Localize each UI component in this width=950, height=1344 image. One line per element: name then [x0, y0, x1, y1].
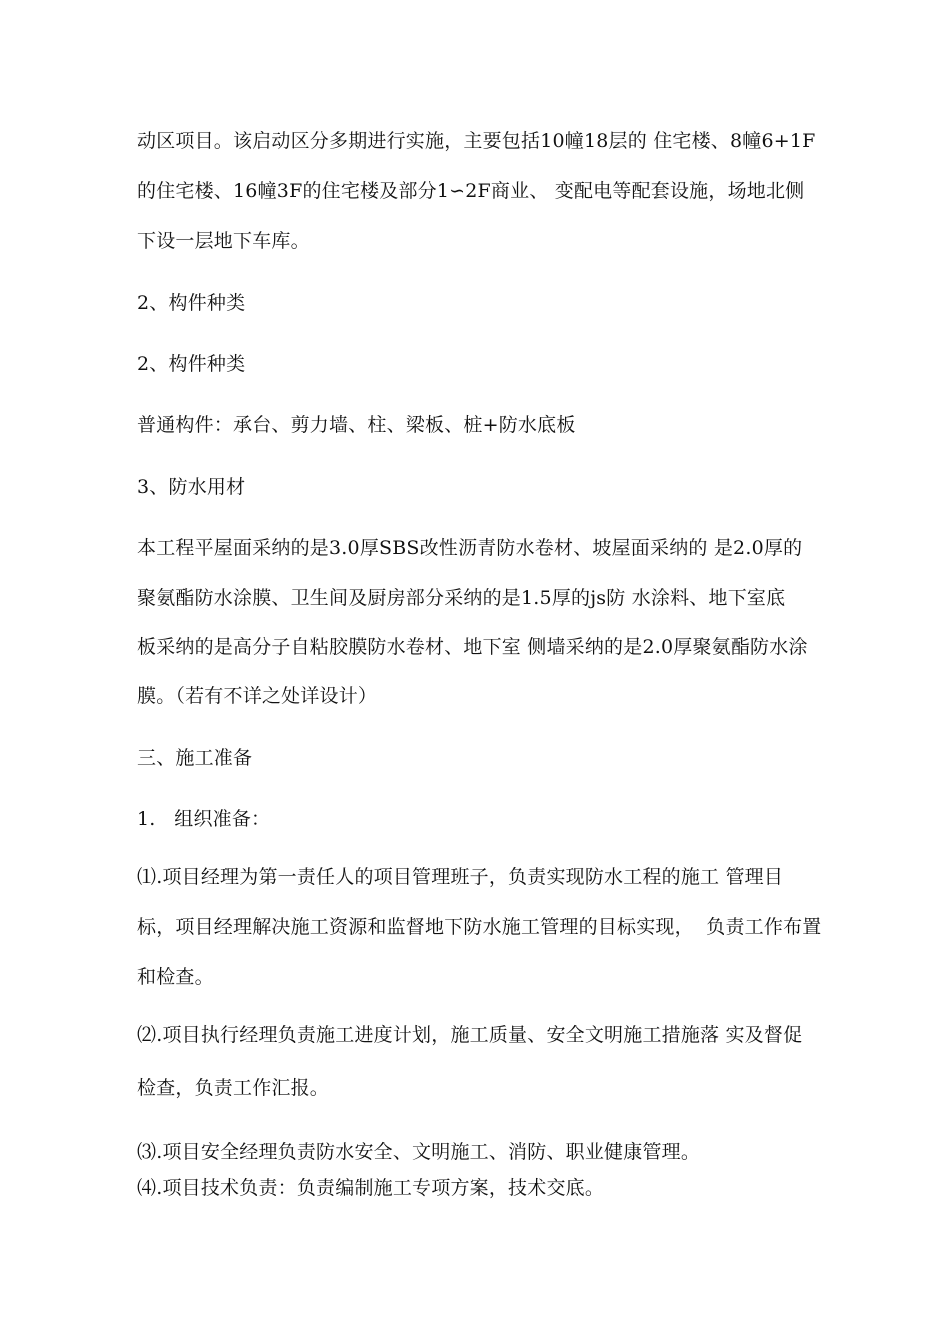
- section-heading: 2、构件种类: [137, 353, 246, 375]
- list-item-line: ⑶.项目安全经理负责防水安全、文明施工、消防、职业健康管理。: [137, 1141, 701, 1163]
- paragraph-line: 本工程平屋面采纳的是3.0厚SBS改性沥青防水卷材、坡屋面采纳的 是2.0厚的: [137, 537, 803, 559]
- list-item-line: 和检查。: [137, 966, 214, 988]
- paragraph-line: 聚氨酯防水涂膜、卫生间及厨房部分采纳的是1.5厚的js防 水涂料、地下室底: [137, 587, 786, 609]
- list-item-line: 检查，负责工作汇报。: [137, 1077, 330, 1099]
- section-heading: 3、防水用材: [137, 476, 246, 498]
- list-item-line: ⑴.项目经理为第一责任人的项目管理班子，负责实现防水工程的施工 管理目: [137, 866, 784, 888]
- list-item-line: ⑵.项目执行经理负责施工进度计划，施工质量、安全文明施工措施落 实及督促: [137, 1024, 803, 1046]
- list-item-line: ⑷.项目技术负责：负责编制施工专项方案，技术交底。: [137, 1177, 605, 1199]
- paragraph-line: 普通构件：承台、剪力墙、柱、梁板、桩+防水底板: [137, 414, 576, 436]
- subsection-heading: 1. 组织准备：: [137, 808, 271, 830]
- paragraph-line: 板采纳的是高分子自粘胶膜防水卷材、地下室 侧墙采纳的是2.0厚聚氨酯防水涂: [137, 636, 808, 658]
- paragraph-line: 动区项目。该启动区分多期进行实施，主要包括10幢18层的 住宅楼、8幢6+1F: [137, 130, 816, 152]
- section-heading: 三、施工准备: [137, 747, 253, 769]
- paragraph-line: 的住宅楼、16幢3F的住宅楼及部分1∽2F商业、 变配电等配套设施，场地北侧: [137, 180, 805, 202]
- paragraph-line: 下设一层地下车库。: [137, 230, 310, 252]
- paragraph-line: 膜。（若有不详之处详设计）: [137, 685, 378, 707]
- section-heading: 2、构件种类: [137, 292, 246, 314]
- list-item-line: 标，项目经理解决施工资源和监督地下防水施工管理的目标实现， 负责工作布置: [137, 916, 822, 938]
